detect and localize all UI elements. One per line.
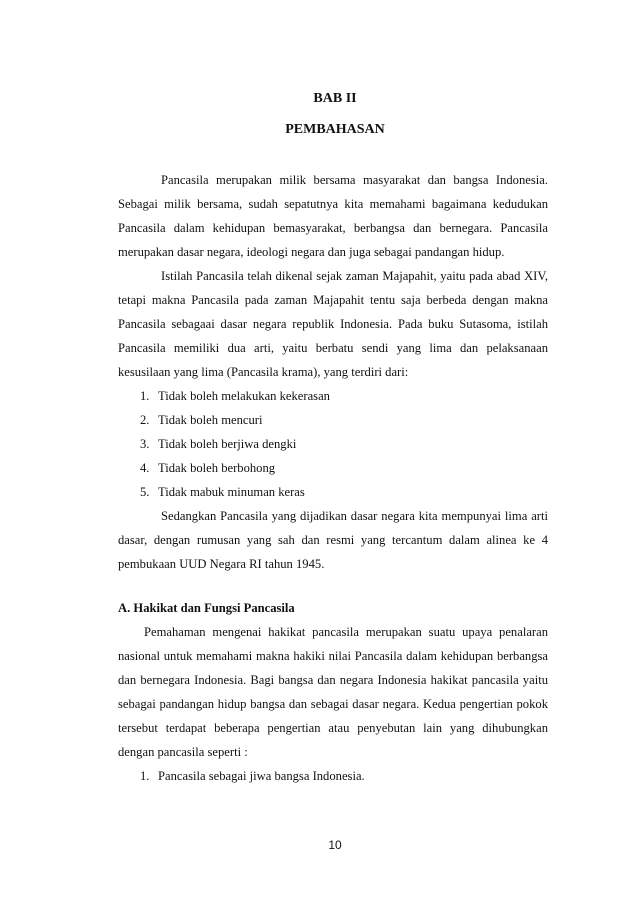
chapter-title: PEMBAHASAN <box>285 122 385 137</box>
paragraph-history: Istilah Pancasila telah dikenal sejak zaman Majapahit, yaitu pada abad XIV, tetapi makna Pancasila pada zaman Majapahit tentu saja berbeda dengan makna Pancasila sebagaai dasar negara republik Indonesia. Pada buku Sutasoma, istilah Pancasila memiliki dua arti, yaitu berbatu sendi yang lima dan pelaksanaan kesusilaan yang lima (Pancasila krama), yang terdiri dari: <box>118 269 548 379</box>
page-number: 10 <box>328 838 342 852</box>
body-content <box>118 168 548 788</box>
list-item: 4. Tidak boleh berbohong <box>140 461 276 475</box>
section-a-title: A. Hakikat dan Fungsi Pancasila <box>118 601 295 615</box>
list-item: 3. Tidak boleh berjiwa dengki <box>140 437 297 451</box>
pancasila-krama-list <box>118 384 548 504</box>
hakikat-list <box>118 764 548 788</box>
list-item: 2. Tidak boleh mencuri <box>140 413 263 427</box>
list-item: 1. Tidak boleh melakukan kekerasan <box>140 389 330 403</box>
list-item: 1. Pancasila sebagai jiwa bangsa Indonesia. <box>140 769 365 783</box>
paragraph-intro: Pancasila merupakan milik bersama masyarakat dan bangsa Indonesia. Sebagai milik bersama, sudah sepatutnya kita memahami bagaimana kedudukan Pancasila dalam kehidupan bemasyarakat, berbangsa dan bernegara. Pancasila merupakan dasar negara, ideologi negara dan juga sebagai pandangan hidup. <box>118 173 548 259</box>
paragraph-hakikat: Pemahaman mengenai hakikat pancasila merupakan suatu upaya penalaran nasional untuk memahami makna hakiki nilai Pancasila dalam kehidupan berbangsa dan bernegara Indonesia. Bagi bangsa dan negara Indonesia hakikat pancasila yaitu sebagai pandangan hidup bangsa dan sebagai dasar negara. Kedua pengertian pokok tersebut terdapat beberapa pengertian atau penyebutan lain yang dihubungkan dengan pancasila seperti : <box>118 625 548 759</box>
paragraph-dasar-negara: Sedangkan Pancasila yang dijadikan dasar negara kita mempunyai lima arti dasar, dengan rumusan yang sah dan resmi yang tercantum dalam alinea ke 4 pembukaan UUD Negara RI tahun 1945. <box>118 509 548 571</box>
list-item: 5. Tidak mabuk minuman keras <box>140 485 305 499</box>
chapter-number: BAB II <box>313 91 357 106</box>
